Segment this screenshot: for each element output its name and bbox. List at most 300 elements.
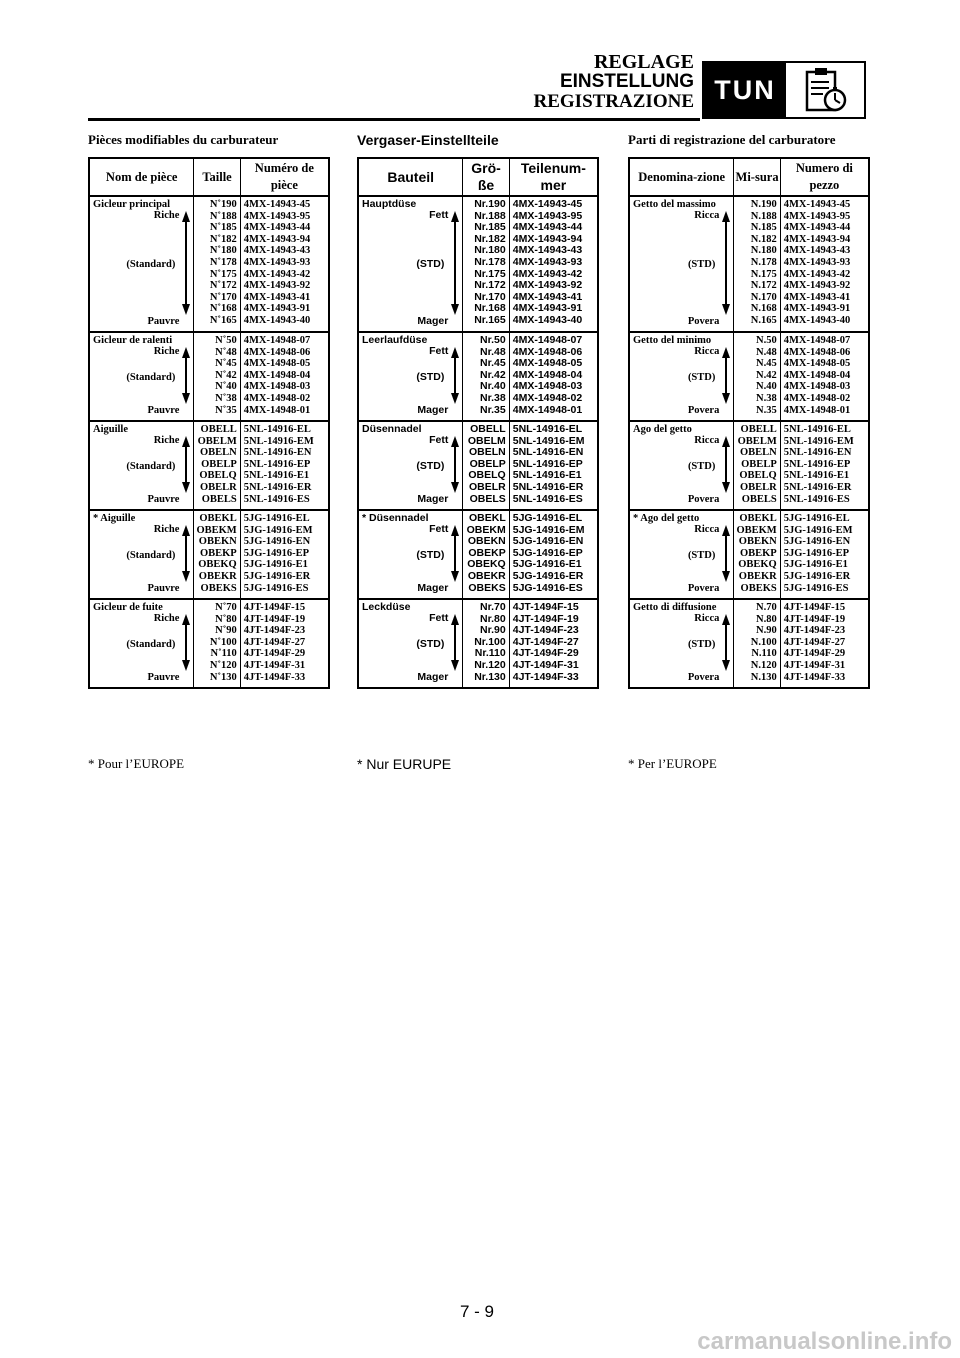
size-value: OBELS — [201, 493, 237, 505]
part-number-cell — [240, 196, 329, 332]
part-name: Gicleur principal — [93, 199, 171, 210]
standard-label: (STD) — [416, 258, 445, 270]
part-number-value: 4JT-1494F-31 — [783, 659, 846, 671]
part-number-value: 4MX-14943-45 — [783, 199, 851, 210]
part-number-value: 4MX-14948-03 — [512, 380, 583, 393]
part-number-value: 5NL-14916-ES — [243, 493, 310, 505]
part-group — [629, 421, 869, 510]
part-number-value: 5JG-14916-EP — [783, 547, 850, 559]
size-value: N.130 — [750, 671, 777, 683]
header-size: Mi-sura — [734, 158, 780, 196]
poor-label: Povera — [687, 672, 720, 683]
size-value: OBELM — [467, 434, 506, 447]
size-value: OBEKS — [468, 581, 506, 594]
size-cell — [194, 196, 240, 332]
size-value: OBEKS — [740, 582, 777, 594]
part-number-value: 5NL-14916-E1 — [512, 469, 582, 482]
part-number-value: 5NL-14916-EL — [783, 424, 851, 435]
standard-label: (STD) — [687, 550, 716, 561]
size-cell — [734, 196, 780, 332]
part-number-value: 5NL-14916-EP — [243, 458, 311, 470]
poor-label: Mager — [417, 582, 449, 594]
part-number-value: 5NL-14916-ES — [512, 492, 583, 505]
part-number-value: 5NL-14916-EM — [243, 435, 314, 447]
size-value: N˚168 — [209, 303, 237, 315]
part-number-value: 4MX-14943-94 — [783, 233, 851, 245]
rich-poor-arrow-icon — [451, 436, 459, 493]
poor-label: Povera — [687, 316, 720, 327]
header-part-number: Numero di pezzo — [780, 158, 869, 196]
size-value: N.35 — [756, 404, 777, 416]
size-value: N.70 — [756, 602, 777, 613]
part-number-value: 4MX-14948-04 — [243, 369, 311, 381]
size-value: Nr.180 — [474, 244, 506, 257]
rich-label: Riche — [153, 524, 180, 535]
size-value: N.42 — [756, 369, 777, 381]
part-name: * Ago del getto — [633, 513, 700, 524]
size-value: N.50 — [756, 335, 777, 346]
part-number-cell — [780, 332, 869, 421]
section-titles — [534, 52, 695, 112]
part-number-value: 5NL-14916-EN — [243, 447, 312, 459]
part-group — [89, 421, 329, 510]
part-number-value: 4MX-14943-45 — [512, 198, 583, 210]
size-value: OBELR — [199, 481, 237, 493]
part-number-value: 4JT-1494F-33 — [512, 670, 579, 683]
size-cell — [463, 510, 509, 599]
size-value: N.182 — [750, 233, 777, 245]
part-name: * Aiguille — [93, 513, 136, 524]
part-number-value: 4MX-14943-95 — [512, 209, 583, 222]
part-number-value: 4MX-14948-04 — [512, 368, 583, 381]
part-number-value: 4MX-14943-43 — [243, 245, 311, 257]
part-group — [89, 599, 329, 688]
size-cell — [734, 332, 780, 421]
part-number-value: 4JT-1494F-29 — [243, 648, 306, 660]
part-number-value: 4JT-1494F-29 — [512, 647, 579, 660]
part-number-value: 5NL-14916-ER — [783, 481, 852, 493]
part-number-value: 4MX-14943-95 — [243, 210, 311, 222]
size-value: OBEKL — [199, 513, 237, 524]
size-value: N.178 — [750, 256, 777, 268]
part-number-value: 4JT-1494F-15 — [243, 602, 306, 613]
size-value: N˚188 — [209, 210, 237, 222]
size-value: N˚70 — [215, 602, 237, 613]
part-number-value: 4MX-14943-40 — [243, 314, 311, 326]
size-value: OBELQ — [199, 470, 237, 482]
size-value: Nr.182 — [474, 232, 506, 245]
size-cell — [463, 332, 509, 421]
part-number-value: 5JG-14916-EL — [783, 513, 850, 524]
standard-label: (STD) — [687, 372, 716, 383]
part-number-value: 4MX-14943-92 — [783, 280, 851, 292]
part-number-value: 4JT-1494F-23 — [243, 625, 306, 637]
size-cell — [463, 599, 509, 688]
size-cell — [194, 510, 240, 599]
size-value: N.172 — [750, 280, 777, 292]
size-value: N.170 — [750, 291, 777, 303]
size-value: OBELR — [468, 480, 506, 493]
part-number-value: 5JG-14916-EL — [243, 513, 310, 524]
part-name: Leerlaufdüse — [362, 334, 428, 346]
part-name: Gicleur de fuite — [93, 602, 163, 613]
size-value: OBELL — [740, 424, 777, 435]
parts-table-fr — [88, 157, 330, 689]
rich-label: Ricca — [694, 346, 720, 357]
size-value: OBELN — [468, 446, 506, 459]
part-number-value: 4MX-14948-04 — [783, 369, 851, 381]
part-number-value: 4MX-14943-42 — [512, 267, 583, 280]
rich-poor-arrow-icon — [182, 525, 190, 582]
standard-label: (Standard) — [126, 259, 176, 270]
standard-label: (STD) — [687, 639, 716, 650]
poor-label: Mager — [417, 404, 449, 416]
header-part-name: Bauteil — [358, 158, 463, 196]
part-number-value: 4MX-14943-44 — [243, 222, 311, 234]
size-value: N˚180 — [209, 245, 237, 257]
part-number-value: 4JT-1494F-27 — [512, 635, 579, 648]
part-number-value: 4JT-1494F-27 — [783, 636, 846, 648]
size-value: Nr.130 — [474, 670, 506, 683]
size-value: Nr.42 — [480, 368, 506, 381]
part-number-value: 4MX-14943-91 — [783, 303, 851, 315]
part-number-value: 4MX-14948-05 — [243, 358, 311, 370]
rich-label: Fett — [429, 209, 449, 221]
size-value: Nr.178 — [474, 255, 506, 268]
header-part-name: Denomina-zione — [629, 158, 734, 196]
rich-poor-arrow-icon — [182, 211, 190, 315]
size-value: N.185 — [750, 222, 777, 234]
rich-poor-arrow-icon — [722, 525, 730, 582]
size-value: N˚130 — [209, 671, 237, 683]
part-number-value: 5NL-14916-ER — [243, 481, 312, 493]
part-name-cell — [358, 510, 463, 599]
size-value: OBEKL — [468, 512, 506, 524]
part-number-value: 5NL-14916-ES — [783, 493, 850, 505]
standard-label: (STD) — [416, 460, 445, 472]
part-number-value: 4MX-14943-45 — [243, 199, 311, 210]
standard-label: (Standard) — [126, 639, 176, 650]
part-number-value: 4MX-14948-06 — [783, 346, 851, 358]
part-number-value: 4MX-14943-41 — [783, 291, 851, 303]
standard-label: (Standard) — [126, 372, 176, 383]
part-number-value: 4MX-14948-07 — [512, 334, 583, 346]
part-number-value: 4JT-1494F-31 — [243, 659, 306, 671]
size-value: N˚175 — [209, 268, 237, 280]
part-number-value: 5NL-14916-EP — [512, 457, 583, 470]
poor-label: Pauvre — [147, 672, 180, 683]
part-number-value: 5JG-14916-ES — [243, 582, 309, 594]
part-name: Getto di diffusione — [633, 602, 717, 613]
size-value: Nr.110 — [474, 647, 506, 660]
size-value: N.168 — [750, 303, 777, 315]
size-value: OBEKP — [739, 547, 777, 559]
size-value: Nr.120 — [474, 658, 506, 671]
part-number-value: 4MX-14943-94 — [512, 232, 583, 245]
size-value: N.120 — [750, 659, 777, 671]
part-number-value: 4JT-1494F-15 — [783, 602, 846, 613]
rich-label: Riche — [153, 346, 180, 357]
size-value: OBELQ — [739, 470, 777, 482]
size-value: N˚40 — [215, 381, 237, 393]
header-size: Grö-ße — [463, 158, 509, 196]
rich-label: Ricca — [694, 210, 720, 221]
size-cell — [734, 599, 780, 688]
part-number-value: 4MX-14943-43 — [783, 245, 851, 257]
part-number-value: 4MX-14948-01 — [243, 404, 311, 416]
poor-label: Mager — [417, 671, 449, 683]
size-value: Nr.188 — [474, 209, 506, 222]
part-number-value: 4MX-14948-06 — [512, 345, 583, 358]
part-number-value: 4JT-1494F-15 — [512, 601, 579, 613]
size-value: N˚35 — [215, 404, 237, 416]
section-badge — [702, 61, 866, 119]
section-title-de: EINSTELLUNG — [559, 71, 694, 92]
part-number-value: 4MX-14943-95 — [783, 210, 851, 222]
part-number-value: 4MX-14943-42 — [783, 268, 851, 280]
size-value: N.48 — [756, 346, 777, 358]
part-number-value: 5JG-14916-EN — [243, 536, 311, 548]
part-number-value: 5NL-14916-E1 — [243, 470, 310, 482]
size-value: OBEKS — [200, 582, 237, 594]
size-value: Nr.185 — [474, 221, 506, 234]
part-number-value: 5JG-14916-EM — [243, 524, 313, 536]
part-number-value: 5JG-14916-EM — [512, 523, 585, 536]
poor-label: Mager — [417, 315, 449, 327]
size-value: OBEKQ — [738, 559, 777, 571]
part-group — [358, 332, 598, 421]
footnote-de: * Nur EURUPE — [357, 756, 452, 772]
size-cell — [194, 421, 240, 510]
part-name-cell — [358, 599, 463, 688]
part-number-value: 4MX-14943-41 — [512, 290, 583, 303]
standard-label: (STD) — [687, 461, 716, 472]
column-title-de: Vergaser-Einstellteile — [357, 132, 499, 148]
size-value: Nr.38 — [480, 391, 506, 404]
part-group — [89, 196, 329, 332]
size-value: OBELQ — [468, 469, 506, 482]
part-name-cell — [358, 196, 463, 332]
size-value: Nr.90 — [480, 624, 506, 637]
poor-label: Pauvre — [147, 494, 180, 505]
rich-poor-arrow-icon — [722, 436, 730, 493]
size-value: Nr.45 — [480, 357, 506, 370]
part-number-value: 5NL-14916-E1 — [783, 470, 850, 482]
rich-poor-arrow-icon — [451, 347, 459, 404]
part-name: * Düsennadel — [362, 512, 429, 524]
part-number-value: 5NL-14916-EM — [512, 434, 585, 447]
size-value: N.165 — [750, 314, 777, 326]
part-number-cell — [509, 421, 598, 510]
size-value: N˚190 — [209, 199, 237, 210]
rich-label: Fett — [429, 345, 449, 357]
part-number-value: 4MX-14948-03 — [243, 381, 311, 393]
size-value: N.38 — [756, 392, 777, 404]
part-number-value: 4MX-14948-02 — [512, 391, 583, 404]
part-group — [629, 196, 869, 332]
size-value: N˚38 — [215, 392, 237, 404]
size-value: N˚110 — [210, 648, 237, 660]
rich-label: Ricca — [694, 524, 720, 535]
part-number-value: 4MX-14943-93 — [512, 255, 583, 268]
section-title-it: REGISTRAZIONE — [533, 91, 694, 112]
footnote-it: * Per l’EUROPE — [628, 756, 717, 771]
part-number-value: 4MX-14943-93 — [783, 256, 851, 268]
poor-label: Pauvre — [147, 405, 180, 416]
size-value: N˚182 — [209, 233, 237, 245]
clipboard-stopwatch-icon — [786, 63, 864, 117]
size-value: N˚42 — [215, 369, 237, 381]
part-name: Gicleur de ralenti — [93, 335, 173, 346]
size-value: N.110 — [751, 648, 777, 660]
size-value: N.45 — [756, 358, 777, 370]
part-number-value: 4MX-14948-07 — [783, 335, 851, 346]
parts-table-de — [357, 157, 599, 689]
part-number-value: 5JG-14916-EL — [512, 512, 583, 524]
part-group — [629, 599, 869, 688]
size-value: OBEKQ — [198, 559, 237, 571]
section-badge-label: TUN — [704, 63, 786, 117]
part-name-cell — [629, 421, 734, 510]
size-value: Nr.165 — [474, 313, 506, 326]
part-number-value: 5NL-14916-EL — [512, 423, 583, 435]
size-value: N.175 — [750, 268, 777, 280]
part-number-value: 5NL-14916-ER — [512, 480, 584, 493]
part-number-value: 4MX-14943-41 — [243, 291, 311, 303]
part-number-value: 5JG-14916-ER — [783, 570, 851, 582]
size-value: OBELM — [737, 435, 777, 447]
rich-poor-arrow-icon — [451, 525, 459, 582]
size-value: OBEKL — [739, 513, 777, 524]
poor-label: Povera — [687, 494, 720, 505]
parts-table-it — [628, 157, 870, 689]
size-value: N.80 — [756, 613, 777, 625]
size-value: OBELP — [201, 458, 237, 470]
part-name-cell — [89, 510, 194, 599]
poor-label: Pauvre — [147, 583, 180, 594]
poor-label: Povera — [687, 583, 720, 594]
size-value: N˚172 — [209, 280, 237, 292]
size-value: Nr.172 — [474, 279, 506, 292]
part-name-cell — [89, 421, 194, 510]
rich-label: Fett — [429, 523, 449, 535]
part-name: Getto del minimo — [633, 335, 712, 346]
size-value: Nr.70 — [480, 601, 506, 613]
part-number-cell — [509, 332, 598, 421]
part-number-cell — [780, 421, 869, 510]
part-number-value: 5JG-14916-E1 — [783, 559, 848, 571]
size-value: Nr.40 — [480, 380, 506, 393]
part-name-cell — [89, 599, 194, 688]
rich-label: Fett — [429, 612, 449, 624]
standard-label: (STD) — [687, 259, 716, 270]
size-value: OBELM — [197, 435, 237, 447]
size-value: N˚48 — [215, 346, 237, 358]
page-number: 7 - 9 — [460, 1302, 495, 1321]
part-number-value: 4MX-14943-43 — [512, 244, 583, 257]
part-number-value: 4MX-14943-93 — [243, 256, 311, 268]
part-number-value: 4JT-1494F-19 — [512, 612, 579, 625]
part-group — [358, 421, 598, 510]
size-value: N˚90 — [215, 625, 237, 637]
part-number-value: 4MX-14943-40 — [783, 314, 851, 326]
part-number-value: 4JT-1494F-19 — [243, 613, 306, 625]
size-value: Nr.175 — [474, 267, 506, 280]
size-value: OBEKM — [196, 524, 237, 536]
part-number-value: 5NL-14916-EP — [783, 458, 851, 470]
size-cell — [734, 510, 780, 599]
rich-poor-arrow-icon — [451, 614, 459, 671]
rich-poor-arrow-icon — [451, 211, 459, 315]
part-number-value: 4MX-14948-06 — [243, 346, 311, 358]
size-value: N˚45 — [215, 358, 237, 370]
part-name-cell — [629, 196, 734, 332]
part-name-cell — [629, 599, 734, 688]
size-cell — [463, 421, 509, 510]
part-number-value: 4MX-14943-91 — [512, 302, 583, 315]
size-value: OBEKR — [738, 570, 777, 582]
part-number-value: 4MX-14943-91 — [243, 303, 311, 315]
column-title-fr: Pièces modifiables du carburateur — [88, 132, 279, 147]
size-value: N.100 — [750, 636, 777, 648]
part-name: Hauptdüse — [362, 198, 417, 210]
part-name: Getto del massimo — [633, 199, 716, 210]
size-value: OBEKN — [467, 535, 506, 548]
part-name-cell — [89, 332, 194, 421]
part-number-value: 4MX-14943-92 — [243, 280, 311, 292]
size-cell — [194, 599, 240, 688]
part-number-value: 5JG-14916-ES — [783, 582, 849, 594]
size-value: Nr.80 — [480, 612, 506, 625]
part-name: Düsennadel — [362, 423, 422, 435]
size-value: N.190 — [750, 199, 777, 210]
size-value: Nr.100 — [474, 635, 506, 648]
part-number-value: 5NL-14916-EM — [783, 435, 854, 447]
part-number-value: 4MX-14943-94 — [243, 233, 311, 245]
size-value: N.188 — [750, 210, 777, 222]
part-number-cell — [240, 332, 329, 421]
part-name-cell — [629, 332, 734, 421]
part-number-value: 4JT-1494F-19 — [783, 613, 846, 625]
part-number-value: 5NL-14916-EN — [783, 447, 852, 459]
part-number-value: 4JT-1494F-29 — [783, 648, 846, 660]
part-number-cell — [509, 510, 598, 599]
part-name: Aiguille — [93, 424, 129, 435]
part-name: Leckdüse — [362, 601, 411, 613]
size-value: N˚170 — [209, 291, 237, 303]
header-rule — [88, 118, 700, 121]
rich-label: Fett — [429, 434, 449, 446]
part-number-value: 4MX-14948-05 — [783, 358, 851, 370]
header-part-name: Nom de pièce — [89, 158, 194, 196]
rich-label: Riche — [153, 435, 180, 446]
standard-label: (Standard) — [126, 461, 176, 472]
part-number-value: 5NL-14916-EL — [243, 424, 311, 435]
part-name-cell — [629, 510, 734, 599]
size-value: OBEKN — [198, 536, 237, 548]
size-value: Nr.170 — [474, 290, 506, 303]
part-number-value: 4MX-14948-03 — [783, 381, 851, 393]
standard-label: (STD) — [416, 638, 445, 650]
header-part-number: Teilenum-mer — [509, 158, 598, 196]
part-name-cell — [358, 421, 463, 510]
header-size: Taille — [194, 158, 240, 196]
size-value: N˚165 — [209, 314, 237, 326]
part-number-value: 4JT-1494F-33 — [783, 671, 846, 683]
part-number-value: 4MX-14948-01 — [783, 404, 851, 416]
part-number-cell — [780, 196, 869, 332]
part-number-value: 5JG-14916-EN — [783, 536, 851, 548]
